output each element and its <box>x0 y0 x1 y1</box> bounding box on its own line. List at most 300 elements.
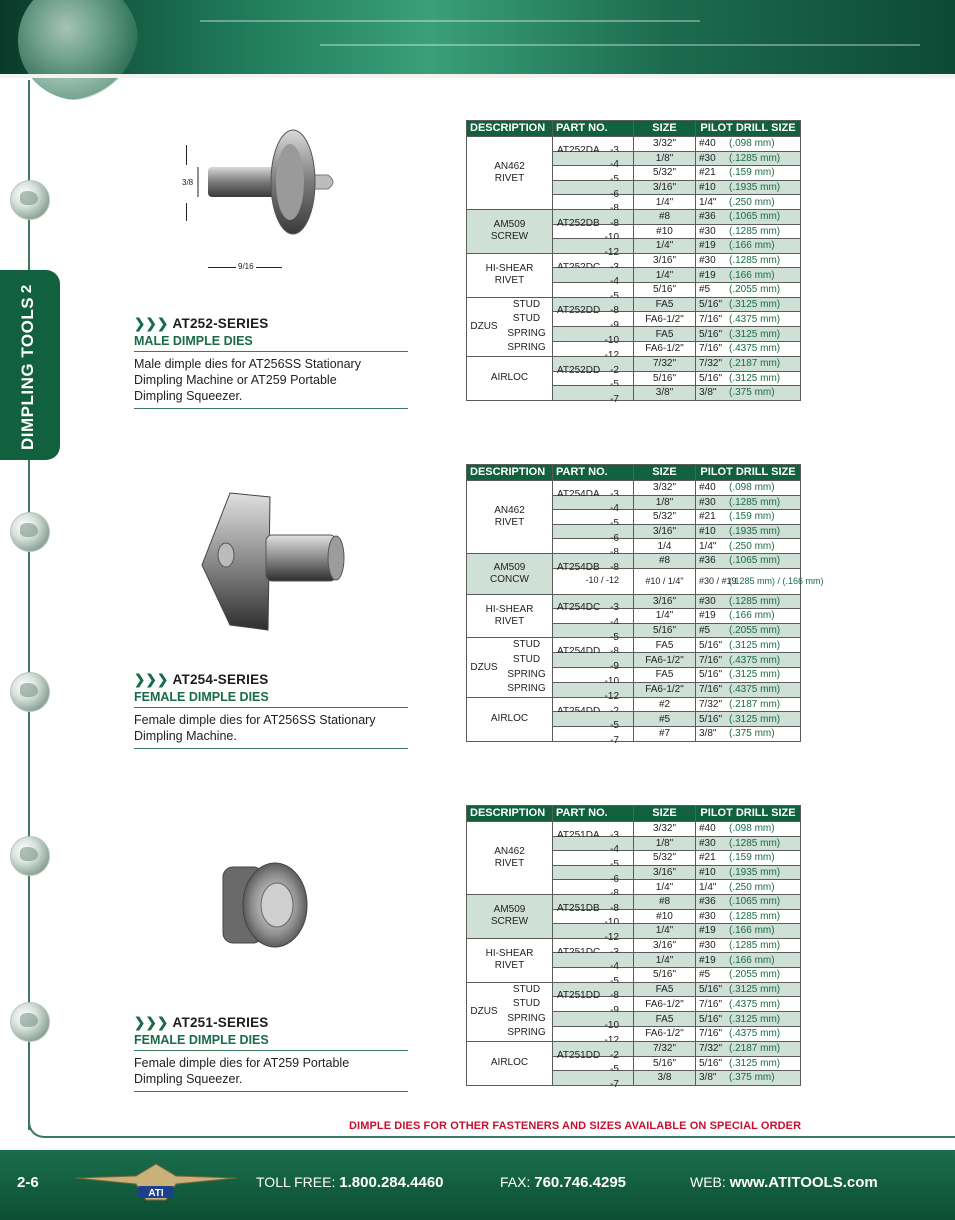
part-dash: -8 <box>610 561 619 573</box>
section-label: DIMPLING TOOLS <box>18 296 37 450</box>
pilot-drill-mm: (.375 mm) <box>729 728 775 740</box>
pilot-drill-mm: (.159 mm) <box>729 852 775 864</box>
part-number-cell <box>553 568 634 594</box>
part-number-cell <box>553 268 634 288</box>
size-cell: #8 <box>634 553 696 568</box>
description-line: AM509 <box>493 561 526 573</box>
pilot-drill-mm: (.1285 mm) <box>729 152 781 164</box>
table-row <box>467 822 801 837</box>
description-line: AN462 <box>494 845 525 857</box>
pilot-drill-size: 3/8" <box>699 728 717 740</box>
pilot-drill-size: 7/16" <box>699 998 723 1010</box>
chevron-icon: ❯❯❯ <box>134 1015 169 1030</box>
description-cell: AIRLOC <box>467 697 553 741</box>
pilot-drill-cell <box>696 151 801 166</box>
section-tab[interactable] <box>0 270 60 460</box>
pilot-drill-size: #19 <box>699 269 716 281</box>
pilot-drill-mm: (.3125 mm) <box>729 983 781 995</box>
col-header-size: SIZE <box>634 121 696 137</box>
size-cell: 3/16" <box>634 865 696 880</box>
part-dash: -7 <box>610 393 619 405</box>
pilot-drill-size: #30 / #19 <box>699 575 737 586</box>
description-cell <box>467 297 553 356</box>
globe-icon <box>10 512 50 552</box>
size-cell: FA6-1/2" <box>634 342 696 357</box>
logo-text: ATI <box>148 1188 164 1199</box>
pilot-drill-cell <box>696 386 801 401</box>
pilot-drill-size: 5/16" <box>699 1057 723 1069</box>
description-cell <box>467 209 553 253</box>
part-number: AT251DD <box>557 1049 601 1061</box>
pilot-drill-size: #36 <box>699 211 716 223</box>
size-cell: #5 <box>634 712 696 727</box>
pilot-drill-size: #10 <box>699 867 716 879</box>
pilot-drill-size: 5/16" <box>699 639 723 651</box>
series-description <box>134 1051 408 1092</box>
pilot-drill-mm: (.4375 mm) <box>729 313 781 325</box>
size-cell: 1/4" <box>634 609 696 624</box>
description-line: AN462 <box>494 160 525 172</box>
part-dash: -4 <box>610 159 619 171</box>
pilot-drill-cell <box>696 924 801 939</box>
pilot-drill-mm: (.166 mm) <box>729 925 775 937</box>
size-cell: #8 <box>634 894 696 909</box>
pilot-drill-mm: (.2055 mm) <box>729 284 781 296</box>
dzus-label: DZUS <box>470 1005 498 1017</box>
part-number-cell <box>553 356 634 376</box>
size-cell: 3/32" <box>634 481 696 496</box>
pilot-drill-cell <box>696 327 801 342</box>
table-row <box>467 638 801 653</box>
web-label: WEB: <box>690 1174 726 1190</box>
pilot-drill-mm: (.2187 mm) <box>729 1043 781 1055</box>
pilot-drill-mm: (.2055 mm) <box>729 969 781 981</box>
part-dash: -7 <box>610 1078 619 1090</box>
part-dash: -5 <box>610 720 619 732</box>
part-number-cell <box>553 865 634 885</box>
pilot-drill-size: #30 <box>699 910 716 922</box>
part-number-cell <box>553 924 634 943</box>
dzus-subtype: STUD <box>512 639 541 651</box>
description-line: AM509 <box>493 904 526 916</box>
globe-icon <box>10 672 50 712</box>
dzus-subtype: SPRING <box>507 342 546 354</box>
desc-line: Dimpling Machine or AT259 Portable <box>134 373 337 387</box>
pilot-drill-size: #21 <box>699 511 716 523</box>
pilot-drill-cell <box>696 253 801 268</box>
dzus-label: DZUS <box>470 320 498 332</box>
pilot-drill-mm: (.1065 mm) <box>729 555 781 567</box>
dzus-subtype: SPRING <box>507 668 546 680</box>
pilot-drill-cell <box>696 553 801 568</box>
pilot-drill-cell <box>696 510 801 525</box>
size-cell: 3/16" <box>634 253 696 268</box>
pilot-drill-mm: (.2055 mm) <box>729 625 781 637</box>
pilot-drill-cell <box>696 495 801 510</box>
description-cell: AIRLOC <box>467 1041 553 1085</box>
part-number-cell <box>553 822 634 837</box>
pilot-drill-size: 7/16" <box>699 654 723 666</box>
part-number-cell <box>553 510 634 525</box>
size-cell: #7 <box>634 726 696 741</box>
series-block-at254 <box>134 672 408 749</box>
size-cell: 3/16" <box>634 524 696 539</box>
description-cell <box>467 481 553 554</box>
pilot-drill-cell <box>696 653 801 668</box>
pilot-drill-cell <box>696 342 801 357</box>
description-line: SCREW <box>490 916 529 928</box>
globe-graphic <box>18 0 138 100</box>
part-number: AT251DB <box>557 902 600 914</box>
pilot-drill-size: #30 <box>699 837 716 849</box>
pilot-drill-size: 1/4" <box>699 540 717 552</box>
part-dash: -8 <box>610 305 619 317</box>
female-die-image <box>190 485 350 635</box>
part-number-cell <box>553 1056 634 1071</box>
table-row <box>467 938 801 953</box>
pilot-drill-mm: (.098 mm) <box>729 482 775 494</box>
series-subtitle: MALE DIMPLE DIES <box>134 334 408 352</box>
part-number-cell <box>553 668 634 683</box>
part-number-cell <box>553 166 634 181</box>
size-cell: FA6-1/2" <box>634 653 696 668</box>
dzus-subtype: STUD <box>512 983 541 995</box>
part-number-cell <box>553 137 634 152</box>
pilot-drill-size: #5 <box>699 625 711 637</box>
table-header-row <box>467 806 801 822</box>
dzus-subtypes <box>501 983 552 1041</box>
part-number-cell <box>553 623 634 643</box>
pilot-drill-mm: (.166 mm) <box>729 269 775 281</box>
table-row <box>467 553 801 568</box>
part-number: AT252DD <box>557 305 601 317</box>
pilot-drill-cell <box>696 371 801 386</box>
part-number-cell <box>553 239 634 258</box>
pilot-drill-size: 3/8" <box>699 1072 717 1084</box>
pilot-drill-mm: (.1285 mm) <box>729 940 781 952</box>
pilot-drill-cell <box>696 481 801 496</box>
pilot-drill-mm: (.098 mm) <box>729 138 775 150</box>
pilot-drill-size: 5/16" <box>699 983 723 995</box>
part-dash: -2 <box>610 1049 619 1061</box>
description-cell <box>467 822 553 895</box>
desc-line: Female dimple dies for AT259 Portable <box>134 1056 350 1070</box>
size-cell: FA5 <box>634 297 696 312</box>
table-row <box>467 1041 801 1056</box>
part-number-cell <box>553 653 634 673</box>
dzus-subtype: SPRING <box>507 1027 546 1039</box>
size-cell: #10 / 1/4" <box>634 568 696 594</box>
part-number-cell <box>553 1071 634 1090</box>
col-header-size: SIZE <box>634 806 696 822</box>
dzus-subtype: STUD <box>512 298 541 310</box>
width-dimension: 9/16 <box>238 262 254 271</box>
pilot-drill-mm: (.1935 mm) <box>729 526 781 538</box>
dzus-subtype: SPRING <box>507 327 546 339</box>
header-streak <box>200 20 700 22</box>
series-block-at251 <box>134 1015 408 1092</box>
size-cell: 7/32" <box>634 356 696 371</box>
pilot-drill-cell <box>696 609 801 624</box>
series-title <box>134 672 408 688</box>
pilot-drill-size: #21 <box>699 167 716 179</box>
part-number-cell <box>553 726 634 746</box>
size-cell: 5/32" <box>634 851 696 866</box>
description-line: CONCW <box>490 573 529 585</box>
pilot-drill-size: 5/16" <box>699 372 723 384</box>
fax-label: FAX: <box>500 1174 531 1190</box>
pilot-drill-mm: (.1065 mm) <box>729 896 781 908</box>
table-row <box>467 209 801 224</box>
ati-logo[interactable] <box>76 1160 236 1202</box>
pilot-drill-mm: (.4375 mm) <box>729 654 781 666</box>
description-line: HI-SHEAR <box>485 948 534 960</box>
dimension-line <box>186 145 187 165</box>
size-cell: 1/4" <box>634 924 696 939</box>
pilot-drill-mm: (.1285 mm) <box>729 255 781 267</box>
pilot-drill-size: 1/4" <box>699 196 717 208</box>
table-row <box>467 697 801 712</box>
pilot-drill-mm: (.3125 mm) <box>729 372 781 384</box>
part-dash: -9 <box>610 661 619 673</box>
pilot-drill-cell <box>696 137 801 152</box>
pilot-drill-cell <box>696 568 824 594</box>
part-dash: -4 <box>610 844 619 856</box>
part-number-cell <box>553 982 634 1002</box>
size-cell: FA5 <box>634 327 696 342</box>
pilot-drill-mm: (.3125 mm) <box>729 669 781 681</box>
fax[interactable] <box>500 1174 626 1191</box>
desc-line: Female dimple dies for AT256SS Stationary <box>134 713 376 727</box>
pilot-drill-size: #30 <box>699 255 716 267</box>
pilot-drill-cell <box>696 953 801 968</box>
pilot-drill-cell <box>696 697 801 712</box>
part-number: AT252DD <box>557 364 601 376</box>
pilot-drill-size: 7/16" <box>699 343 723 355</box>
dzus-subtype: STUD <box>512 313 541 325</box>
pilot-drill-cell <box>696 851 801 866</box>
part-dash: -6 <box>610 188 619 200</box>
part-dash: -7 <box>610 734 619 746</box>
size-cell: 5/32" <box>634 510 696 525</box>
header-bar <box>0 74 955 78</box>
pilot-drill-size: #30 <box>699 595 716 607</box>
part-number-cell <box>553 553 634 573</box>
part-number-cell <box>553 909 634 924</box>
pilot-drill-cell <box>696 297 801 312</box>
pilot-drill-size: #36 <box>699 555 716 567</box>
part-number-cell <box>553 297 634 317</box>
pilot-drill-mm: (.250 mm) <box>729 196 775 208</box>
part-number-cell <box>553 151 634 171</box>
size-cell: FA5 <box>634 668 696 683</box>
pilot-drill-cell <box>696 1071 801 1086</box>
part-dash: -12 <box>604 246 619 258</box>
col-header-description: DESCRIPTION <box>467 465 553 481</box>
pilot-drill-mm: (.250 mm) <box>729 881 775 893</box>
size-cell: 1/4 <box>634 539 696 554</box>
part-dash: -6 <box>610 532 619 544</box>
pilot-drill-cell <box>696 938 801 953</box>
size-cell: 5/16" <box>634 282 696 297</box>
part-number-cell <box>553 1027 634 1042</box>
part-number-cell <box>553 224 634 239</box>
pilot-drill-cell <box>696 282 801 297</box>
spec-table-at254 <box>466 464 824 746</box>
pilot-drill-mm: (.2187 mm) <box>729 699 781 711</box>
globe-icon <box>10 1002 50 1042</box>
part-number: AT252DB <box>557 217 600 229</box>
pilot-drill-mm: (.375 mm) <box>729 387 775 399</box>
description-cell <box>467 894 553 938</box>
pilot-drill-cell <box>696 268 801 283</box>
size-cell: 3/8" <box>634 386 696 401</box>
part-number-cell <box>553 997 634 1012</box>
pilot-drill-mm: (.3125 mm) <box>729 328 781 340</box>
description-cell <box>467 982 553 1041</box>
pilot-drill-size: #5 <box>699 969 711 981</box>
part-number-cell <box>553 312 634 327</box>
page-number: 2-6 <box>17 1174 39 1191</box>
size-cell: 1/8" <box>634 836 696 851</box>
part-number-cell <box>553 594 634 614</box>
col-header-description: DESCRIPTION <box>467 121 553 137</box>
pilot-drill-size: 3/8" <box>699 387 717 399</box>
description-line: AM509 <box>493 219 526 231</box>
description-line: RIVET <box>494 516 525 528</box>
dzus-subtype: STUD <box>512 653 541 665</box>
pilot-drill-cell <box>696 195 801 210</box>
pilot-drill-cell <box>696 209 801 224</box>
size-cell: 3/16" <box>634 180 696 195</box>
part-dash: -10 <box>604 1020 619 1032</box>
part-number-cell <box>553 539 634 554</box>
dimension-line <box>208 267 236 268</box>
pilot-drill-mm: (.3125 mm) <box>729 1057 781 1069</box>
size-cell: 1/4" <box>634 239 696 254</box>
pilot-drill-mm: (.159 mm) <box>729 167 775 179</box>
series-title <box>134 1015 408 1031</box>
dimension-line <box>256 267 282 268</box>
table-row <box>467 594 801 609</box>
toll-label: TOLL FREE: <box>256 1174 336 1190</box>
description-line: AN462 <box>494 504 525 516</box>
description-line: RIVET <box>494 960 525 972</box>
pilot-drill-cell <box>696 638 801 653</box>
desc-line: Dimpling Squeezer. <box>134 1072 243 1086</box>
part-dash: -8 <box>610 902 619 914</box>
size-cell: #10 <box>634 224 696 239</box>
pilot-drill-mm: (.1285 mm) / (.166 mm) <box>729 575 824 586</box>
col-header-pilot: PILOT DRILL SIZE <box>696 121 801 137</box>
part-number-cell <box>553 953 634 973</box>
header-banner <box>0 0 955 78</box>
pilot-drill-cell <box>696 594 801 609</box>
web[interactable] <box>690 1174 878 1191</box>
part-number-cell <box>553 481 634 496</box>
part-number-cell <box>553 609 634 624</box>
spec-table-at251 <box>466 805 801 1090</box>
size-cell: FA6-1/2" <box>634 1027 696 1042</box>
series-title-text: AT252-SERIES <box>172 316 269 331</box>
series-title-text: AT251-SERIES <box>172 1015 269 1030</box>
part-dash: -4 <box>610 961 619 973</box>
description-cell <box>467 594 553 638</box>
series-block-at252 <box>134 316 408 409</box>
pilot-drill-size: #21 <box>699 852 716 864</box>
pilot-drill-size: 7/16" <box>699 1028 723 1040</box>
height-dimension: 3/8 <box>182 178 194 187</box>
part-dash: -3 <box>610 602 619 614</box>
part-dash: -2 <box>610 364 619 376</box>
pilot-drill-cell <box>696 524 801 539</box>
toll-free[interactable] <box>256 1174 444 1191</box>
part-number-cell <box>553 638 634 653</box>
dzus-subtype: STUD <box>512 998 541 1010</box>
bottom-rule <box>60 1136 955 1138</box>
part-number-cell <box>553 180 634 200</box>
pilot-drill-cell <box>696 836 801 851</box>
series-description <box>134 352 408 409</box>
pilot-drill-mm: (.4375 mm) <box>729 343 781 355</box>
desc-line: Dimpling Squeezer. <box>134 389 243 403</box>
part-number-cell <box>553 282 634 297</box>
series-title <box>134 316 408 332</box>
table-row <box>467 253 801 268</box>
size-cell: 5/16" <box>634 371 696 386</box>
pilot-drill-cell <box>696 180 801 195</box>
description-line: RIVET <box>494 857 525 869</box>
size-cell: 1/4" <box>634 268 696 283</box>
size-cell: #10 <box>634 909 696 924</box>
series-title-text: AT254-SERIES <box>172 672 269 687</box>
size-cell: 5/16" <box>634 623 696 638</box>
size-cell: 5/16" <box>634 1056 696 1071</box>
pilot-drill-mm: (.1285 mm) <box>729 910 781 922</box>
pilot-drill-size: #10 <box>699 182 716 194</box>
toll-value: 1.800.284.4460 <box>339 1174 444 1191</box>
part-number-cell <box>553 327 634 347</box>
size-cell: FA5 <box>634 982 696 997</box>
pilot-drill-cell <box>696 712 801 727</box>
dimension-line <box>186 203 187 221</box>
pilot-drill-size: 7/16" <box>699 313 723 325</box>
pilot-drill-mm: (.159 mm) <box>729 511 775 523</box>
size-cell: 7/32" <box>634 1041 696 1056</box>
pilot-drill-size: #30 <box>699 496 716 508</box>
size-cell: FA5 <box>634 1012 696 1027</box>
part-number-cell <box>553 209 634 229</box>
pilot-drill-cell <box>696 166 801 181</box>
size-cell: FA6-1/2" <box>634 312 696 327</box>
part-number-cell <box>553 1012 634 1032</box>
pilot-drill-cell <box>696 726 801 741</box>
table-row <box>467 297 801 312</box>
pilot-drill-mm: (.250 mm) <box>729 540 775 552</box>
left-rail <box>28 80 30 1130</box>
col-header-part-no: PART NO. <box>553 465 634 481</box>
desc-line: Dimpling Machine. <box>134 729 237 743</box>
pilot-drill-mm: (.4375 mm) <box>729 998 781 1010</box>
pilot-drill-size: #19 <box>699 240 716 252</box>
description-line: RIVET <box>494 275 525 287</box>
pilot-drill-mm: (.1285 mm) <box>729 595 781 607</box>
pilot-drill-cell <box>696 894 801 909</box>
globe-icon <box>10 180 50 220</box>
pilot-drill-size: #30 <box>699 940 716 952</box>
pilot-drill-mm: (.098 mm) <box>729 823 775 835</box>
col-header-pilot: PILOT DRILL SIZE <box>696 806 801 822</box>
